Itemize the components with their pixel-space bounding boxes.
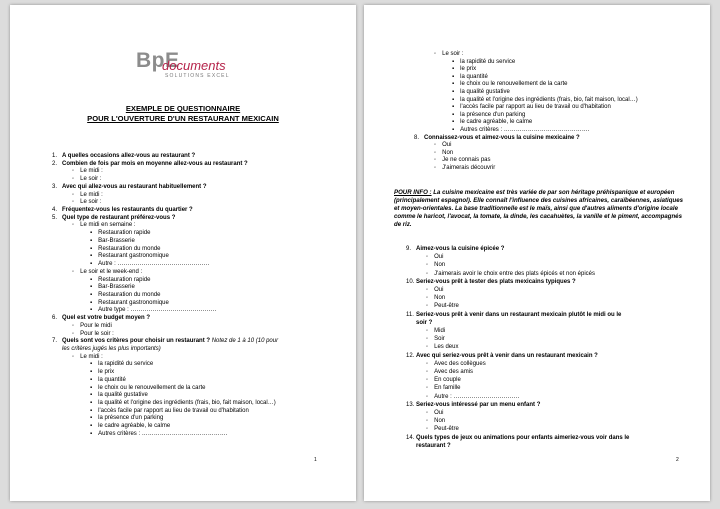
answer-sub-option: ▪ l'accès facile par rapport au lieu de travail ou d'habitation	[452, 104, 611, 111]
answer-sub-option: ▪ le cadre agréable, le calme	[452, 119, 533, 126]
question	[406, 311, 621, 319]
answer-option: ◦ Non	[426, 262, 446, 269]
answer-option: ◦ Avec des collègues	[426, 360, 486, 367]
answer-option: ◦ Soir	[426, 336, 445, 343]
question-text: Fréquentez-vous les restaurants du quartier ?	[62, 207, 193, 214]
document-title-line-2: POUR L'OUVERTURE D'UN RESTAURANT MEXICAIN	[87, 114, 279, 123]
question-text: Seriez-vous prêt à tester des plats mexicains typiques ?	[416, 278, 576, 285]
answer-sub-option: ▪ la présence d'un parking	[90, 415, 164, 422]
answer-option: ◦ Avec des amis	[426, 369, 474, 375]
answer-option: ◦ Peut-être	[426, 426, 459, 433]
question-note: les critères jugés les plus importants)	[62, 346, 161, 352]
answer-sub-option: ▪ la rapidité du service	[452, 58, 516, 65]
question-text: Avec qui seriez-vous prêt à venir dans un restaurant mexicain ?	[416, 352, 598, 359]
answer-option: ◦ Pour le soir :	[72, 330, 114, 337]
answer-option: ◦ Le midi :	[72, 191, 103, 198]
answer-sub-option: ▪ Restauration rapide	[90, 230, 151, 237]
answer-option: ◦ Midi	[426, 328, 446, 334]
answer-sub-option: ▪ Autre type : …………………………………….	[90, 307, 217, 314]
question	[406, 401, 540, 409]
answer-option: ◦ En famille	[426, 385, 461, 392]
answer-sub-option: ▪ la quantité	[452, 73, 488, 80]
info-box	[394, 189, 684, 229]
answer-option: ◦ J'aimerais découvrir	[434, 165, 496, 171]
question-number: 6.	[52, 315, 58, 322]
question-number: 4.	[52, 207, 58, 214]
question-number: 11.	[406, 311, 414, 318]
answer-option: ◦ Oui	[426, 254, 444, 261]
answer-option: ◦ Non	[434, 149, 454, 156]
answer-option: ◦ Le midi :	[72, 168, 103, 175]
answer-sub-option: ▪ Restauration du monde	[90, 245, 161, 252]
question-text: Aimez-vous la cuisine épicée ?	[416, 246, 505, 252]
question-text: A quelles occasions allez-vous au restaurant ?	[62, 153, 196, 159]
answer-option: ◦ Oui	[426, 410, 444, 416]
document-title-line-1: EXEMPLE DE QUESTIONNAIRE	[125, 104, 241, 113]
answer-sub-option: ▪ la quantité	[90, 376, 126, 383]
answer-option: ◦ Non	[426, 418, 446, 425]
question-text: Quels sont vos critères pour choisir un restaurant ?	[62, 338, 211, 345]
answer-option: ◦ Pour le midi	[72, 322, 112, 329]
answer-sub-option: ▪ la qualité gustative	[90, 392, 148, 399]
answer-sub-option: ▪ Restauration rapide	[90, 276, 151, 283]
answer-sub-option: ▪ le prix	[452, 66, 477, 73]
answer-option: ◦ Peut-être	[426, 303, 459, 310]
answer-sub-option: ▪ Restaurant gastronomique	[90, 253, 169, 260]
answer-sub-option: ▪ le prix	[90, 369, 115, 376]
question-number: 9.	[406, 246, 412, 252]
logo-subtitle: SOLUTIONS EXCEL	[165, 73, 230, 79]
answer-sub-option: ▪ l'accès facile par rapport au lieu de travail ou d'habitation	[90, 407, 249, 414]
answer-sub-option: ▪ Autres critères : …………………………………….	[90, 430, 228, 437]
question-text: Seriez-vous prêt à venir dans un restaurant mexicain plutôt le midi ou le	[416, 311, 622, 318]
answer-option: ◦ Je ne connais pas	[434, 157, 491, 164]
question-number: 7.	[52, 338, 58, 345]
logo-bp: BpE	[136, 49, 180, 72]
question	[406, 434, 629, 442]
answer-sub-option: ▪ Autres critères : …………………………………….	[452, 127, 590, 133]
answer-option: ◦ En couple	[426, 377, 461, 384]
page-number: 1	[314, 457, 317, 463]
document-page-2	[364, 5, 710, 501]
question-number: 2.	[52, 160, 58, 167]
answer-sub-option: ▪ la qualité gustative	[452, 89, 510, 95]
question-number: 8.	[414, 134, 420, 141]
answer-sub-option: ▪ Bar-Brasserie	[90, 284, 135, 291]
question-text: Combien de fois par mois en moyenne allez-vous au restaurant ?	[62, 160, 248, 167]
answer-sub-option: ▪ Restaurant gastronomique	[90, 299, 169, 306]
question-text: Connaissez-vous et aimez-vous la cuisine mexicaine ?	[424, 134, 580, 141]
document-page-1	[10, 5, 356, 501]
question-text: Seriez-vous intéressé par un menu enfant ?	[416, 401, 541, 408]
question	[406, 245, 504, 253]
answer-sub-option: ▪ le choix ou le renouvellement de la carte	[90, 384, 206, 391]
answer-sub-option: ▪ la présence d'un parking	[452, 111, 526, 118]
answer-option: ◦ Le midi en semaine :	[72, 222, 136, 229]
question-note: Notez de 1 à 10 (10 pour	[210, 338, 279, 345]
question-number: 13.	[406, 401, 415, 408]
logo-documents: documents	[162, 58, 226, 73]
question-number: 5.	[52, 214, 58, 221]
question	[406, 352, 598, 360]
question-number: 14.	[406, 434, 415, 441]
answer-option: ◦ Le midi :	[72, 353, 103, 360]
question-text: Quel type de restaurant préférez-vous ?	[62, 214, 176, 221]
answer-option: ◦ Les deux	[426, 344, 459, 351]
question-number: 3.	[52, 183, 58, 190]
answer-sub-option: ▪ la qualité et l'origine des ingrédients (frais, bio, fait maison, local…)	[90, 400, 276, 407]
answer-option: ◦ Autre : ……………………………	[426, 393, 520, 400]
answer-sub-option: ▪ le cadre agréable, le calme	[90, 423, 171, 430]
answer-sub-option: ▪ la rapidité du service	[90, 361, 154, 368]
question-number: 12.	[406, 352, 415, 359]
question-text: Quel est votre budget moyen ?	[62, 315, 151, 322]
question-text: Avec qui allez-vous au restaurant habituellement ?	[62, 183, 207, 190]
question-number: 10.	[406, 278, 415, 285]
answer-option: ◦ J'aimerais avoir le choix entre des plats épicés et non épicés	[426, 270, 596, 277]
answer-sub-option: ▪ la qualité et l'origine des ingrédients (frais, bio, fait maison, local…)	[452, 96, 638, 103]
question-continuation: restaurant ?	[416, 442, 451, 449]
answer-sub-option: ▪ Autre : ……………………………………….	[90, 261, 210, 268]
question-continuation: soir ?	[416, 319, 433, 326]
question	[406, 278, 576, 286]
answer-option: ◦ Le soir :	[72, 176, 102, 183]
page-number: 2	[676, 457, 679, 463]
question-number: 1.	[52, 153, 58, 159]
answer-option: ◦ Oui	[426, 287, 444, 293]
answer-sub-option: ▪ Restauration du monde	[90, 291, 161, 298]
answer-option: ◦ Oui	[434, 142, 452, 149]
answer-option: ◦ Le soir et le week-end :	[72, 268, 143, 275]
bpe-documents-logo	[136, 49, 246, 89]
answer-option: ◦ Le soir :	[72, 199, 102, 206]
answer-sub-option: ▪ le choix ou le renouvellement de la carte	[452, 81, 568, 88]
info-text: La cuisine mexicaine est très variée de par son héritage préhispanique et européen (principalement espagnol). Elle connaît l'influence des cuisines africaines, caraïbéennes, asiatiques et moyen-orientales. La base traditionnelle est le maïs, ainsi que d'autres aliments d'origine locale comme le haricot, l'avocat, la tomate, la dinde, les cacahuètes, la vanille et le piment, accompagnés de riz.	[394, 189, 683, 228]
answer-sub-option: ▪ Bar-Brasserie	[90, 237, 135, 244]
info-label: POUR INFO :	[394, 189, 432, 196]
question-text: Quels types de jeux ou animations pour enfants aimeriez-vous voir dans le	[416, 434, 630, 441]
answer-option: ◦ Le soir :	[434, 51, 464, 57]
answer-option: ◦ Non	[426, 295, 446, 302]
